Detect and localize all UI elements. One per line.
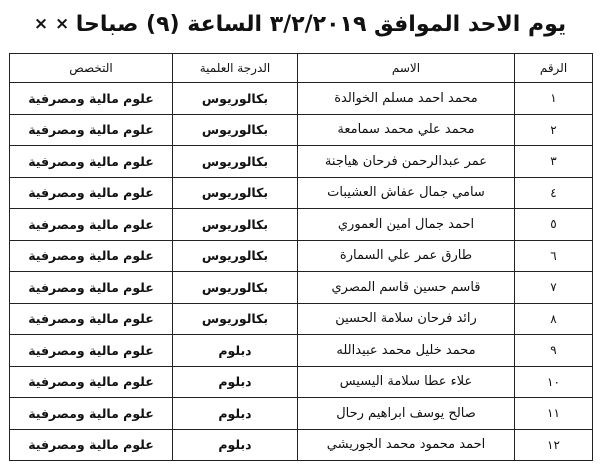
row-number-cell: ١١ (515, 398, 593, 430)
specialization-cell: علوم مالية ومصرفية (10, 209, 173, 241)
row-number-cell: ١ (515, 83, 593, 115)
column-header-number: الرقم (515, 54, 593, 83)
table-row (10, 303, 593, 335)
specialization-cell: علوم مالية ومصرفية (10, 366, 173, 398)
specialization-cell: علوم مالية ومصرفية (10, 114, 173, 146)
degree-cell: بكالوريوس (173, 146, 298, 178)
specialization-cell: علوم مالية ومصرفية (10, 83, 173, 115)
specialization-cell: علوم مالية ومصرفية (10, 429, 173, 461)
row-number-cell: ٢ (515, 114, 593, 146)
name-cell: محمد احمد مسلم الخوالدة (298, 83, 515, 115)
specialization-cell: علوم مالية ومصرفية (10, 146, 173, 178)
row-number-cell: ٩ (515, 335, 593, 367)
table-row (10, 209, 593, 241)
column-header-specialization: التخصص (10, 54, 173, 83)
row-number-cell: ٥ (515, 209, 593, 241)
name-cell: طارق عمر علي السمارة (298, 240, 515, 272)
degree-cell: بكالوريوس (173, 272, 298, 304)
table-row (10, 240, 593, 272)
table-row (10, 114, 593, 146)
table-row (10, 398, 593, 430)
degree-cell: بكالوريوس (173, 177, 298, 209)
row-number-cell: ٦ (515, 240, 593, 272)
specialization-cell: علوم مالية ومصرفية (10, 240, 173, 272)
row-number-cell: ٨ (515, 303, 593, 335)
name-cell: قاسم حسين قاسم المصري (298, 272, 515, 304)
degree-cell: دبلوم (173, 429, 298, 461)
row-number-cell: ٤ (515, 177, 593, 209)
specialization-cell: علوم مالية ومصرفية (10, 177, 173, 209)
page-title (0, 6, 600, 42)
specialization-cell: علوم مالية ومصرفية (10, 303, 173, 335)
table-row (10, 146, 593, 178)
column-header-degree: الدرجة العلمية (173, 54, 298, 83)
name-cell: علاء عطا سلامة اليسيس (298, 366, 515, 398)
name-cell: سامي جمال عفاش العشيبات (298, 177, 515, 209)
table-row (10, 366, 593, 398)
row-number-cell: ١٠ (515, 366, 593, 398)
row-number-cell: ١٢ (515, 429, 593, 461)
name-cell: عمر عبدالرحمن فرحان هياجنة (298, 146, 515, 178)
name-cell: محمد خليل محمد عبيدالله (298, 335, 515, 367)
table-header-row (10, 54, 593, 83)
degree-cell: بكالوريوس (173, 209, 298, 241)
table-row (10, 83, 593, 115)
degree-cell: بكالوريوس (173, 303, 298, 335)
degree-cell: بكالوريوس (173, 83, 298, 115)
title-text: يوم الاحد الموافق ٣/٢/٢٠١٩ الساعة (٩) صباحا (75, 11, 567, 37)
row-number-cell: ٣ (515, 146, 593, 178)
candidates-table (9, 53, 593, 461)
degree-cell: دبلوم (173, 398, 298, 430)
column-header-name: الاسم (298, 54, 515, 83)
table-row (10, 335, 593, 367)
specialization-cell: علوم مالية ومصرفية (10, 335, 173, 367)
table-row (10, 177, 593, 209)
degree-cell: دبلوم (173, 335, 298, 367)
degree-cell: بكالوريوس (173, 240, 298, 272)
table-body (10, 83, 593, 461)
table-row (10, 272, 593, 304)
name-cell: محمد علي محمد سمامعة (298, 114, 515, 146)
title-marks: × × (33, 14, 70, 34)
degree-cell: بكالوريوس (173, 114, 298, 146)
degree-cell: دبلوم (173, 366, 298, 398)
specialization-cell: علوم مالية ومصرفية (10, 398, 173, 430)
table-row (10, 429, 593, 461)
specialization-cell: علوم مالية ومصرفية (10, 272, 173, 304)
name-cell: رائد فرحان سلامة الحسين (298, 303, 515, 335)
row-number-cell: ٧ (515, 272, 593, 304)
name-cell: صالح يوسف ابراهيم رحال (298, 398, 515, 430)
name-cell: احمد محمود محمد الجوريشي (298, 429, 515, 461)
name-cell: احمد جمال امين العموري (298, 209, 515, 241)
